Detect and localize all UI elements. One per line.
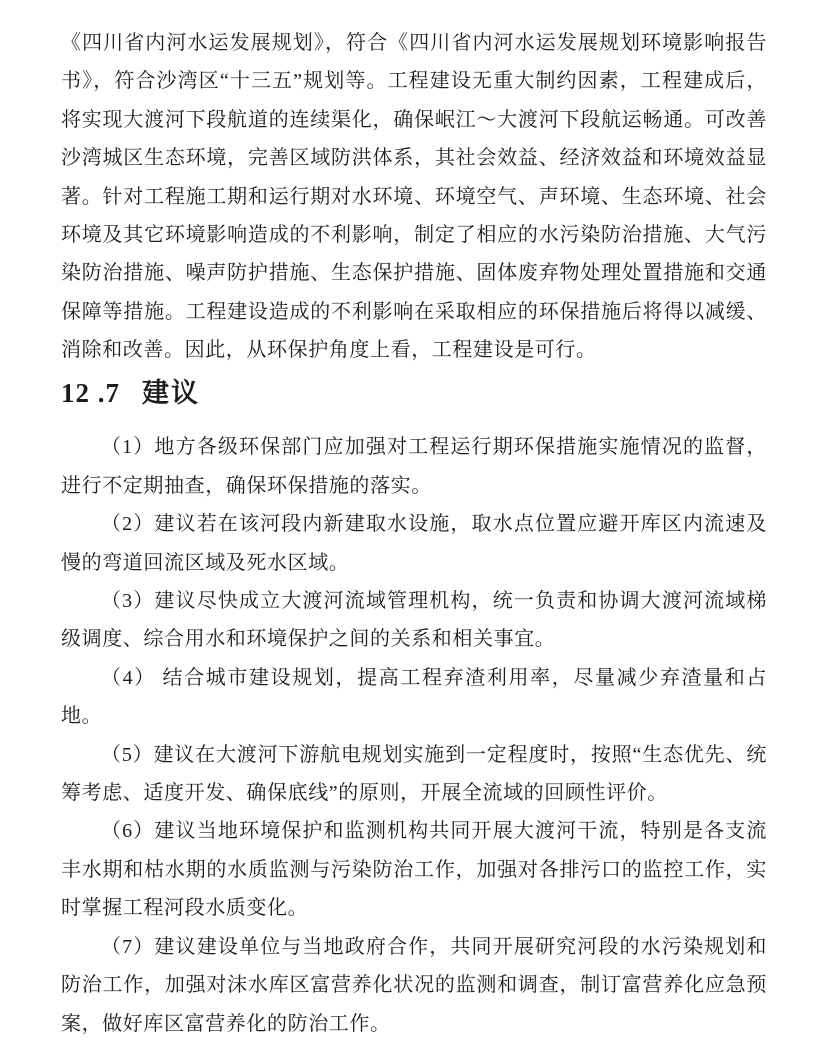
recommendation-item-4: （4） 结合城市建设规划，提高工程弃渣利用率，尽量减少弃渣量和占地。	[61, 666, 767, 728]
recommendation-item-1: （1）地方各级环保部门应加强对工程运行期环保措施实施情况的监督，进行不定期抽查，确保环保措施的落实。	[61, 436, 767, 497]
recommendation-item-2: （2）建议若在该河段内新建取水设施，取水点位置应避开库区内流速及慢的弯道回流区域及死水区域。	[61, 513, 767, 574]
recommendation-item-3: （3）建议尽快成立大渡河流域管理机构，统一负责和协调大渡河流域梯级调度、综合用水和环境保护之间的关系和相关事宜。	[61, 590, 767, 651]
section-title: 建议	[142, 377, 200, 408]
recommendation-item-7: （7）建议建设单位与当地政府合作，共同开展研究河段的水污染规划和防治工作，加强对沫水库区富营养化状况的监测和调查，制订富营养化应急预案，做好库区富营养化的防治工作。	[61, 935, 767, 1035]
recommendation-item-5: （5）建议在大渡河下游航电规划实施到一定程度时，按照“生态优先、统筹考虑、适度开发、确保底线”的原则，开展全流域的回顾性评价。	[61, 743, 767, 805]
recommendation-item-6: （6）建议当地环境保护和监测机构共同开展大渡河干流，特别是各支流丰水期和枯水期的水质监测与污染防治工作，加强对各排污口的监控工作，实时掌握工程河段水质变化。	[61, 820, 767, 920]
conclusion-paragraph: 《四川省内河水运发展规划》，符合《四川省内河水运发展规划环境影响报告书》，符合沙湾区“十三五”规划等。工程建设无重大制约因素，工程建成后，将实现大渡河下段航道的连续渠化，确保岷江～大渡河下段航运畅通。可改善沙湾城区生态环境，完善区域防洪体系，其社会效益、经济效益和环境效益显著。针对工程施工期和运行期对水环境、环境空气、声环境、生态环境、社会环境及其它环境影响造成的不利影响，制定了相应的水污染防治措施、大气污染防治措施、噪声防护措施、生态保护措施、固体废弃物处理处置措施和交通保障等措施。工程建设造成的不利影响在采取相应的环保措施后将得以减缓、消除和改善。因此，从环保护角度上看，工程建设是可行。	[61, 32, 767, 362]
section-heading	[61, 377, 767, 411]
section-number: 12 .7	[61, 377, 120, 408]
